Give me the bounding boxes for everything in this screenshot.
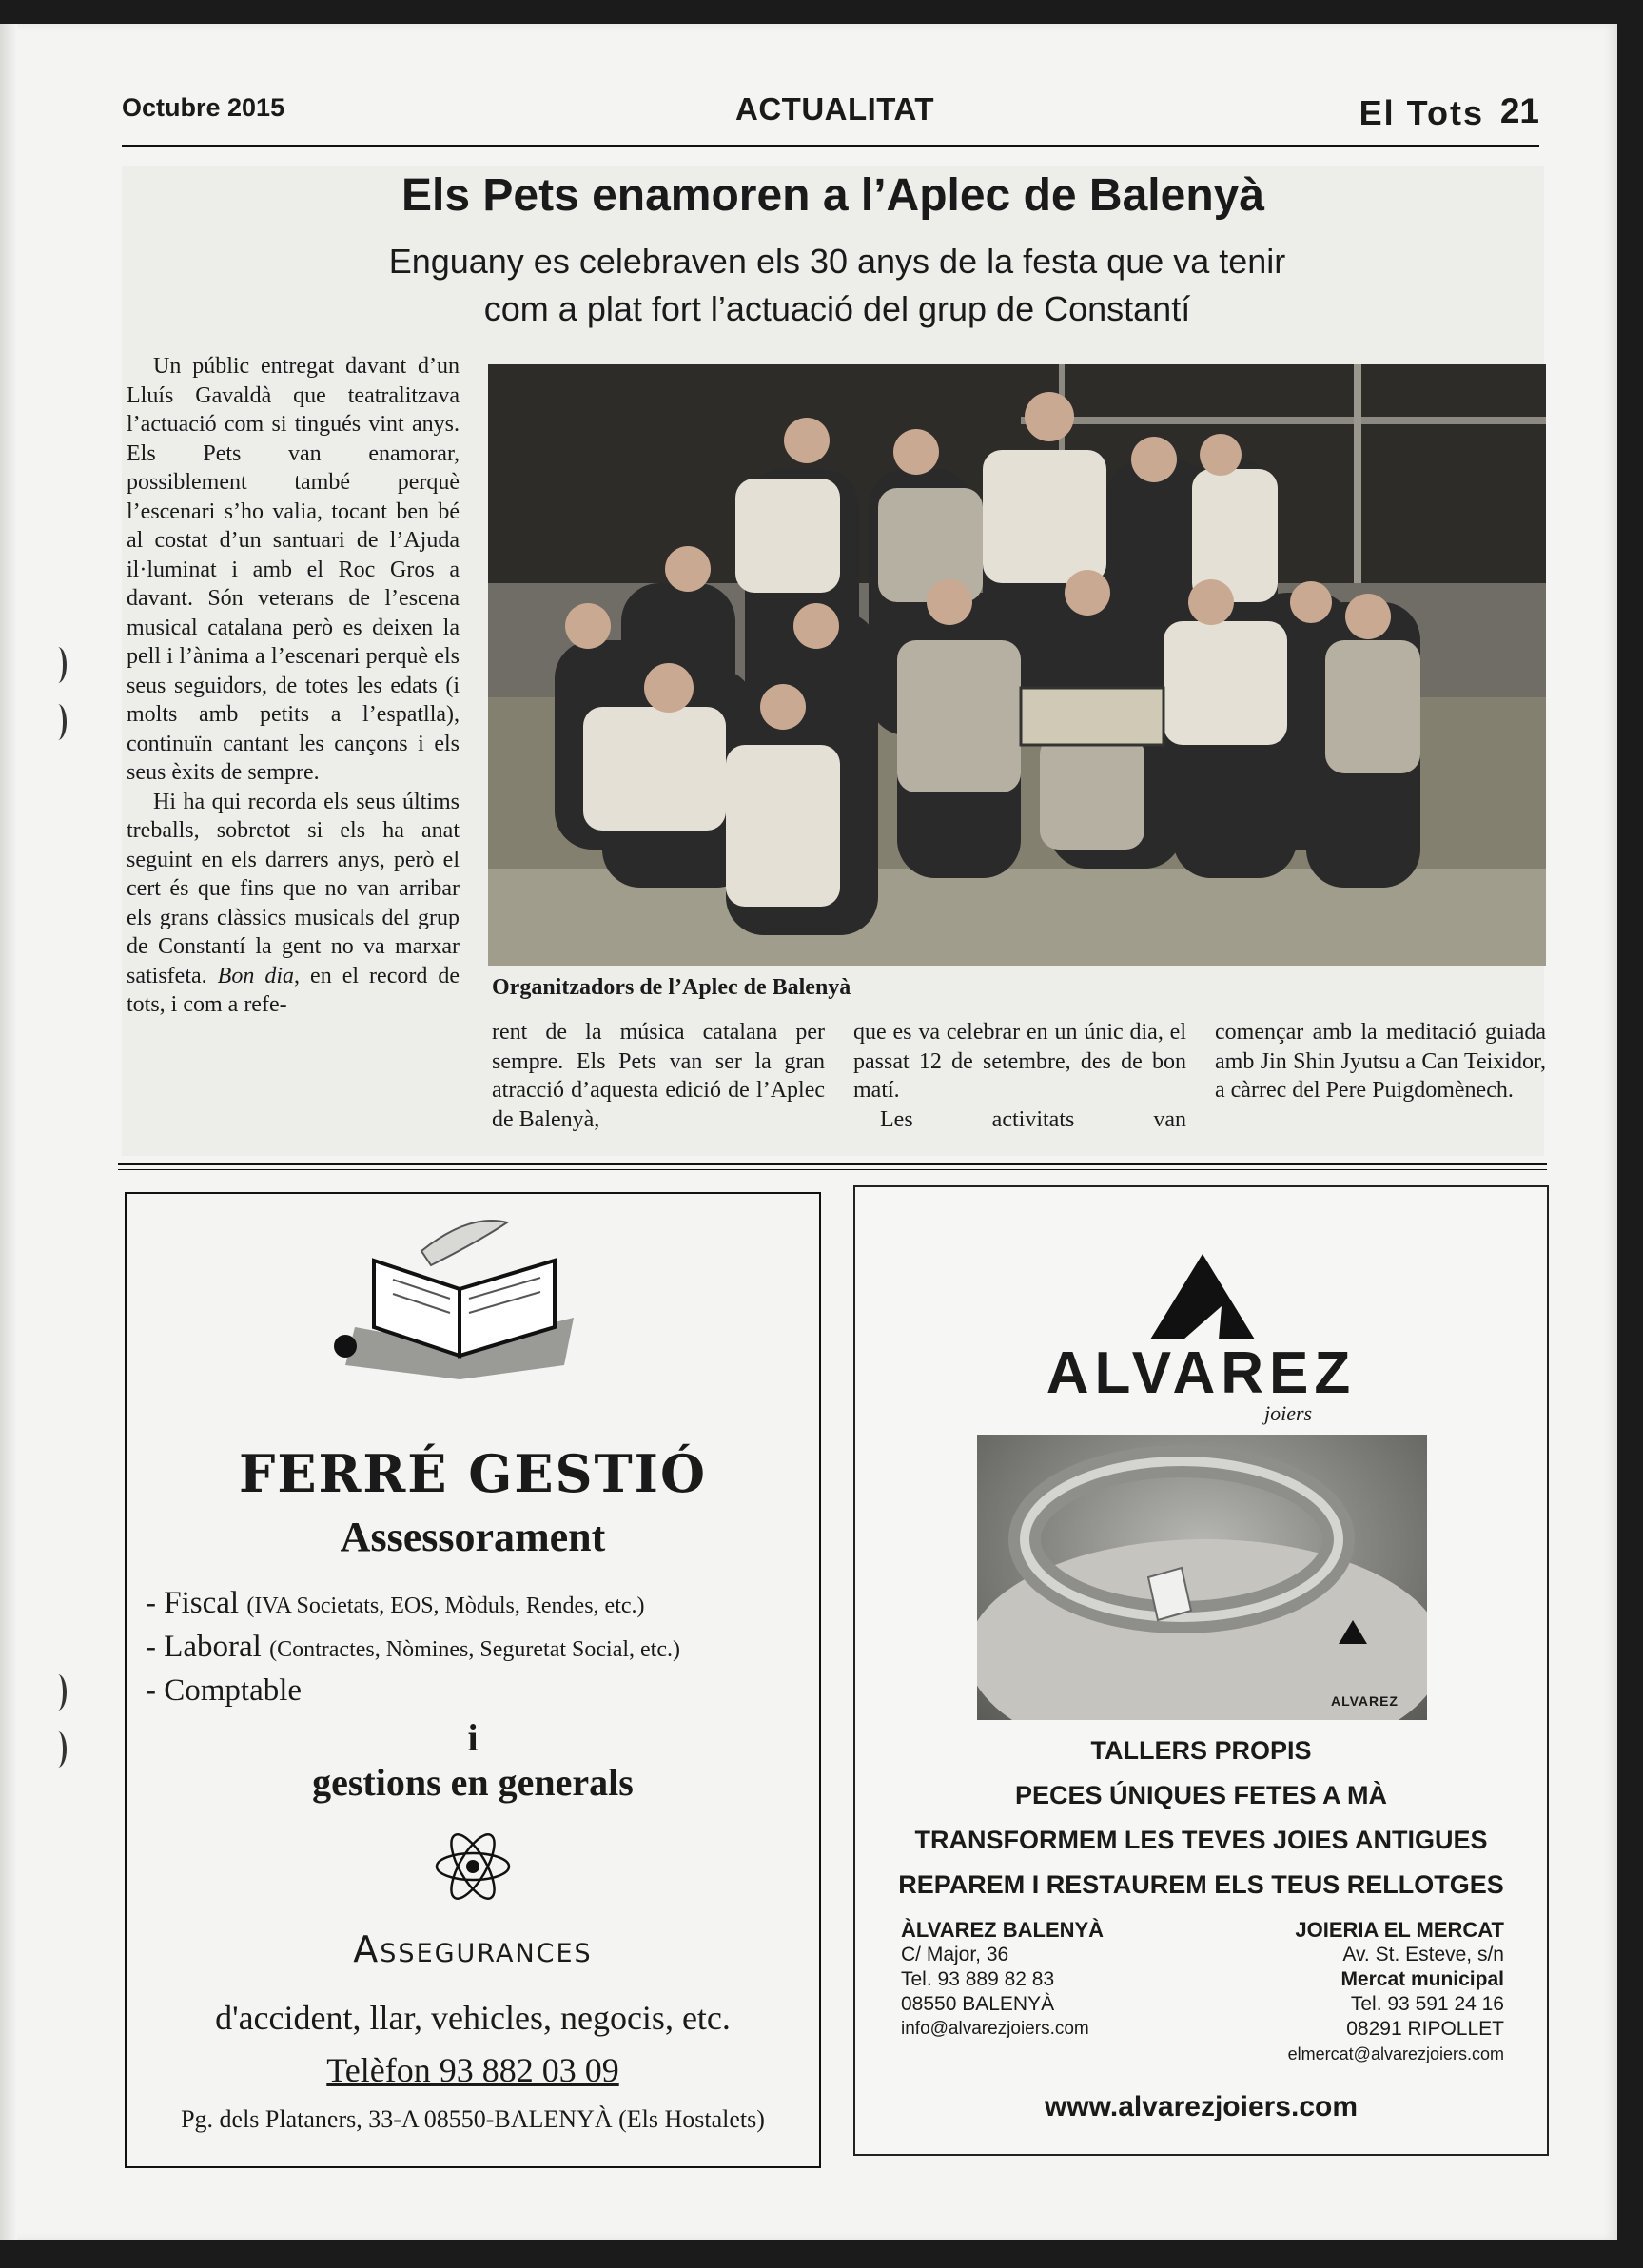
- article-paragraph: començar amb la meditació guiada amb Jin Shin Jyutsu a Can Teixidor, a càrrec del Pere Puigdomènech.: [1215, 1020, 1546, 1103]
- company-name: FERRÉ GESTIÓ: [239, 1443, 707, 1504]
- binding-hole: [49, 647, 67, 683]
- subhead-line: com a plat fort l’actuació del grup de Constantí: [483, 289, 1191, 328]
- group-photo: [488, 364, 1546, 966]
- photo-caption: Organitzadors de l’Aplec de Balenyà: [492, 975, 851, 1000]
- shop-place: Mercat municipal: [1340, 1968, 1504, 1990]
- brand-name: ALVAREZ: [1046, 1340, 1357, 1406]
- binding-hole: [49, 704, 67, 740]
- service-name: - Fiscal: [146, 1586, 240, 1620]
- article-column-3: [853, 1018, 1186, 1134]
- insurance-heading: Assegurances: [353, 1928, 593, 1970]
- conjunction: i: [467, 1716, 479, 1759]
- shop-email: info@alvarezjoiers.com: [901, 2019, 1089, 2039]
- alvarez-joiers-ad: [853, 1185, 1549, 2156]
- shop-name: JOIERIA EL MERCAT: [1295, 1918, 1504, 1942]
- service-detail: (Contractes, Nòmines, Seguretat Social, etc.): [269, 1637, 680, 1662]
- service-line: REPAREM I RESTAUREM ELS TEUS RELLOTGES: [898, 1870, 1504, 1899]
- section-divider: [118, 1169, 1547, 1170]
- service-item: [146, 1673, 302, 1709]
- article-paragraph: que es va celebrar en un únic dia, el passat 12 de setembre, des de bon matí.: [853, 1020, 1186, 1103]
- shop-city: 08291 RIPOLLET: [1346, 2018, 1504, 2040]
- service-name: - Comptable: [146, 1673, 303, 1708]
- subhead-line: Enguany es celebraven els 30 anys de la festa que va tenir: [388, 242, 1286, 281]
- article-column-1: [127, 352, 460, 1020]
- shop-street: C/ Major, 36: [901, 1944, 1009, 1965]
- issue-date: Octubre 2015: [122, 93, 285, 122]
- website: www.alvarezjoiers.com: [1044, 2091, 1359, 2122]
- shop-street: Av. St. Esteve, s/n: [1342, 1944, 1504, 1965]
- shop-phone: Tel. 93 591 24 16: [1350, 1993, 1504, 2015]
- ring-photo-logo: ALVAREZ: [1330, 1693, 1399, 1709]
- article-headline: Els Pets enamoren a l’Aplec de Balenyà: [401, 170, 1265, 221]
- article-column-4: [1215, 1018, 1546, 1105]
- page-number: 21: [1499, 91, 1539, 130]
- service-line: PECES ÚNIQUES FETES A MÀ: [1014, 1781, 1388, 1809]
- office-address: Pg. dels Plataners, 33-A 08550-BALENYÀ (Els Hostalets): [181, 2105, 765, 2133]
- page-header: [122, 86, 1539, 147]
- phone-number: Telèfon 93 882 03 09: [326, 2051, 619, 2089]
- alvarez-logo-icon: [1150, 1254, 1255, 1344]
- shop-city: 08550 BALENYÀ: [901, 1993, 1055, 2015]
- section-divider: [118, 1163, 1547, 1165]
- paragraph-text: Hi ha qui recorda els seus últims treballs, sobretot si els ha anat seguint en els darrers anys, però el cert és que fins que no van arribar els grans clàssics musicals del grup de Constantí la gent no va marxar satisfeta.: [127, 789, 460, 988]
- paragraph-text: , en el record de tots, i com a refe-: [127, 963, 460, 1017]
- article-paragraph: rent de la música catalana per sempre. Els Pets van ser la gran atracció d’aquesta edició de l’Aplec de Balenyà,: [492, 1020, 825, 1132]
- general-services: gestions en generals: [312, 1761, 634, 1804]
- service-detail: (IVA Societats, EOS, Mòduls, Rendes, etc.): [246, 1593, 645, 1618]
- section-title: ACTUALITAT: [735, 91, 935, 127]
- article-column-2: [492, 1018, 825, 1134]
- photo-illustration: [488, 364, 1546, 966]
- shop-balenya: [901, 1918, 1104, 2042]
- service-item: [146, 1630, 680, 1665]
- article-subhead: [190, 238, 1484, 333]
- article-paragraph: Un públic entregat davant d’un Lluís Gavaldà que teatralitzava l’actuació com si tingués vint anys. Els Pets van enamorar, possiblement també perquè l’escenari s’ho valia, tocant ben bé al costat d’un santuari de l’Ajuda il·luminat i amb el Roc Gros a davant. Són veterans de l’escena musical catalana però es deixen la pell i l’ànima a l’escenari perquè els seus seguidors, de totes les edats (i molts amb petits a l’espatlla), continuïn cantant les cançons i els seus èxits de sempre.: [127, 354, 460, 785]
- service-item: [146, 1586, 645, 1621]
- book-quill-icon: [317, 1213, 602, 1384]
- publication-name: El Tots: [1359, 93, 1484, 132]
- service-name: - Laboral: [146, 1630, 262, 1664]
- binding-hole: [49, 1674, 67, 1711]
- brand-subtitle: joiers: [1264, 1401, 1313, 1425]
- article-paragraph: [127, 788, 460, 1020]
- service-heading: Assessorament: [340, 1514, 606, 1560]
- shop-ripollet: [1288, 1918, 1504, 2066]
- ring-photo: [977, 1435, 1427, 1720]
- shop-email: elmercat@alvarezjoiers.com: [1287, 2044, 1504, 2063]
- binding-hole: [49, 1731, 67, 1768]
- page-binding: [0, 24, 17, 2240]
- shop-name: ÀLVAREZ BALENYÀ: [901, 1918, 1105, 1942]
- insurance-types: d'accident, llar, vehicles, negocis, etc.: [215, 1999, 731, 2037]
- ring-illustration: [977, 1435, 1427, 1720]
- service-line: TRANSFORMEM LES TEVES JOIES ANTIGUES: [914, 1826, 1488, 1854]
- shop-phone: Tel. 93 889 82 83: [901, 1968, 1055, 1990]
- atom-icon: [433, 1827, 513, 1906]
- service-line: TALLERS PROPIS: [1090, 1736, 1312, 1765]
- article-paragraph: Les activitats van: [880, 1106, 1186, 1132]
- song-title: Bon dia: [217, 963, 295, 988]
- ferre-gestio-ad: [125, 1192, 821, 2168]
